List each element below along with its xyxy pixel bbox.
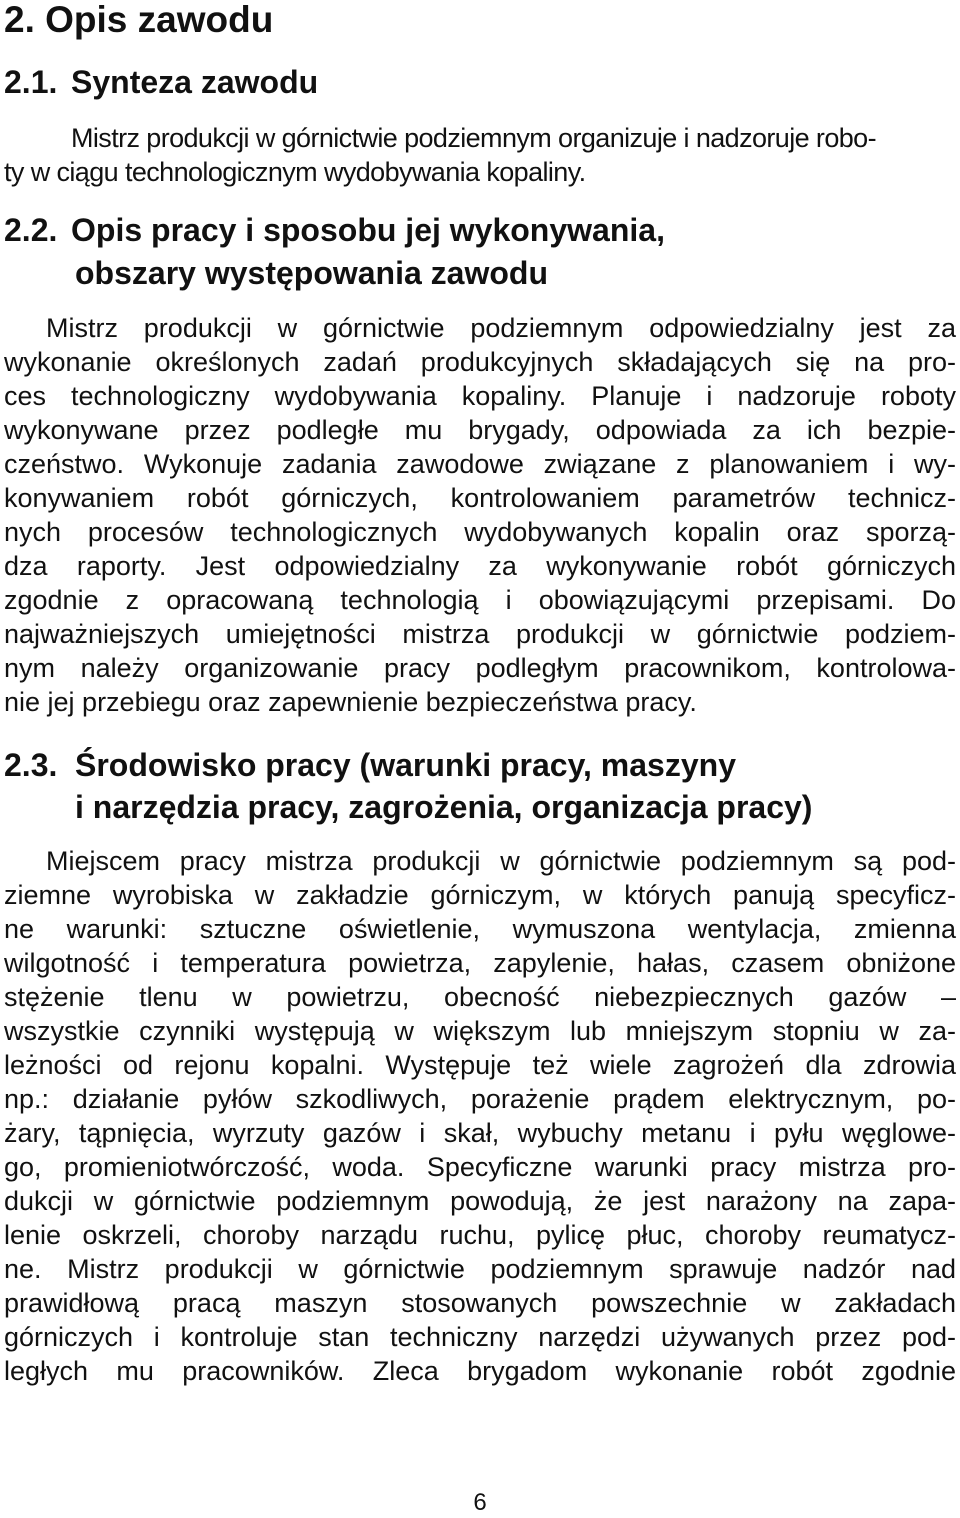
page-number: 6 bbox=[473, 1489, 487, 1516]
section-2-1-title: Synteza zawodu bbox=[71, 64, 319, 100]
paragraph-line: zgodnie z opracowaną technologią i obowiązującymi przepisami. Do bbox=[4, 585, 956, 615]
section-2-3-number: 2.3. bbox=[4, 747, 58, 783]
paragraph-line: czeństwo. Wykonuje zadania zawodowe związane z planowaniem i wy- bbox=[4, 449, 956, 479]
section-2-3-paragraph bbox=[4, 844, 956, 1388]
section-2-3-title-line2: i narzędzia pracy, zagrożenia, organizacja pracy) bbox=[75, 789, 813, 825]
section-2-2-title-line2: obszary występowania zawodu bbox=[75, 255, 548, 291]
paragraph-line: ległych mu pracowników. Zleca brygadom wykonanie robót zgodnie bbox=[4, 1356, 956, 1386]
paragraph-line: Miejscem pracy mistrza produkcji w górnictwie podziemnym są pod- bbox=[46, 846, 956, 876]
paragraph-line: ces technologiczny wydobywania kopaliny. Planuje i nadzoruje roboty bbox=[4, 381, 956, 411]
paragraph-line: Mistrz produkcji w górnictwie podziemnym odpowiedzialny jest za bbox=[46, 313, 956, 343]
paragraph-line: najważniejszych umiejętności mistrza produkcji w górnictwie podziem- bbox=[4, 619, 956, 649]
paragraph-line: go, promieniotwórczość, woda. Specyficzne warunki pracy mistrza pro- bbox=[4, 1152, 956, 1182]
paragraph-line: wykonanie określonych zadań produkcyjnych składających się na pro- bbox=[4, 347, 956, 377]
paragraph-line: np.: działanie pyłów szkodliwych, porażenie prądem elektrycznym, po- bbox=[4, 1084, 956, 1114]
section-2-3-title-line1: Środowisko pracy (warunki pracy, maszyny bbox=[75, 747, 736, 783]
paragraph-line: prawidłową pracą maszyn stosowanych powszechnie w zakładach bbox=[4, 1288, 956, 1318]
section-2-2-paragraph bbox=[4, 311, 956, 719]
paragraph-line: leżności od rejonu kopalni. Występuje też wiele zagrożeń dla zdrowia bbox=[4, 1050, 956, 1080]
paragraph-line: wszystkie czynniki występują w większym lub mniejszym stopniu w za- bbox=[4, 1016, 956, 1046]
section-2-2-title-line1: Opis pracy i sposobu jej wykonywania, bbox=[71, 212, 665, 248]
paragraph-line: nych procesów technologicznych wydobywanych kopalin oraz sporzą- bbox=[4, 517, 956, 547]
paragraph-line: ziemne wyrobiska w zakładzie górniczym, w których panują specyficz- bbox=[4, 880, 956, 910]
paragraph-line: wilgotność i temperatura powietrza, zapylenie, hałas, czasem obniżone bbox=[4, 948, 956, 978]
paragraph-line: Mistrz produkcji w górnictwie podziemnym organizuje i nadzoruje robo- bbox=[71, 123, 876, 153]
paragraph-line: nym należy organizowanie pracy podległym pracownikom, kontrolowa- bbox=[4, 653, 956, 683]
section-2-1-heading bbox=[4, 61, 318, 103]
section-2-1-number: 2.1. bbox=[4, 64, 58, 100]
paragraph-line: dza raporty. Jest odpowiedzialny za wykonywanie robót górniczych bbox=[4, 551, 956, 581]
paragraph-line: ty w ciągu technologicznym wydobywania kopaliny. bbox=[4, 157, 586, 187]
paragraph-line: konywaniem robót górniczych, kontrolowaniem parametrów technicz- bbox=[4, 483, 956, 513]
section-2-3-heading bbox=[4, 744, 812, 828]
paragraph-line: ne. Mistrz produkcji w górnictwie podziemnym sprawuje nadzór nad bbox=[4, 1254, 956, 1284]
paragraph-line: nie jej przebiegu oraz zapewnienie bezpieczeństwa pracy. bbox=[4, 687, 697, 717]
section-2-2-heading bbox=[4, 209, 665, 295]
chapter-heading: 2. Opis zawodu bbox=[4, 0, 274, 40]
section-2-2-number: 2.2. bbox=[4, 212, 58, 248]
paragraph-line: wykonywane przez podległe mu brygady, odpowiada za ich bezpie- bbox=[4, 415, 956, 445]
paragraph-line: górniczych i kontroluje stan techniczny narzędzi używanych przez pod- bbox=[4, 1322, 956, 1352]
paragraph-line: ne warunki: sztuczne oświetlenie, wymuszona wentylacja, zmienna bbox=[4, 914, 956, 944]
paragraph-line: stężenie tlenu w powietrzu, obecność niebezpiecznych gazów – bbox=[4, 982, 956, 1012]
paragraph-line: żary, tąpnięcia, wyrzuty gazów i skał, wybuchy metanu i pyłu węglowe- bbox=[4, 1118, 956, 1148]
paragraph-line: lenie oskrzeli, choroby narządu ruchu, pylicę płuc, choroby reumatycz- bbox=[4, 1220, 956, 1250]
paragraph-line: dukcji w górnictwie podziemnym powodują, że jest narażony na zapa- bbox=[4, 1186, 956, 1216]
section-2-1-paragraph bbox=[4, 121, 954, 189]
